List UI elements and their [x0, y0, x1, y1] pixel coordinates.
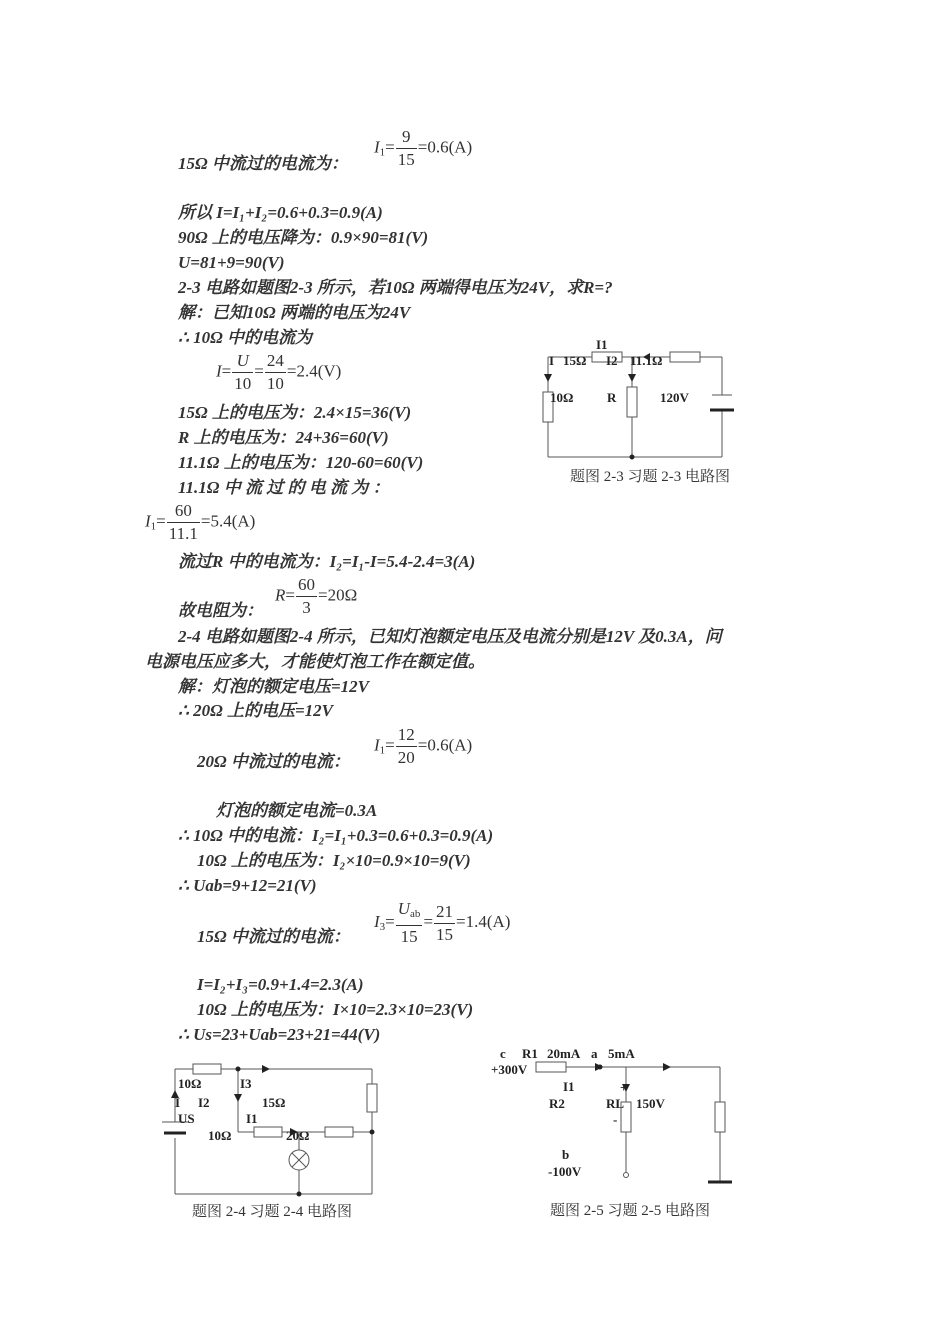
fig25-label-300v: +300V: [491, 1062, 528, 1077]
line-2: 所以 I=I₁+I₂=0.6+0.3=0.9(A): [178, 203, 383, 222]
fig24-label-20ohm: 20Ω: [286, 1128, 310, 1143]
line-19: 灯泡的额定电流=0.3A: [216, 801, 378, 820]
line-1: 15Ω 中流过的电流为：: [178, 154, 348, 173]
line-4: U=81+9=90(V): [178, 253, 285, 272]
line-15: 电源电压应多大，才能使灯泡工作在额定值。: [145, 652, 485, 671]
figure-2-4-caption: 题图 2-4 习题 2-4 电路图: [192, 1204, 352, 1220]
equation-i-10ohm: I= $\frac{U}{10}$ = $\frac{24}{10}$ =2.4(V): [216, 351, 342, 393]
fig24-label-i2: I2: [198, 1095, 210, 1110]
fig24-label-us: US: [178, 1111, 195, 1126]
line-26: ∴ Us=23+Uab=23+21=44(V): [178, 1025, 381, 1044]
line-25: 10Ω 上的电压为：I×10=2.3×10=23(V): [197, 1000, 474, 1019]
line-20: ∴ 10Ω 中的电流：I₂=I₁+0.3=0.6+0.3=0.9(A): [178, 826, 494, 845]
fig25-label-r2: R2: [549, 1096, 565, 1111]
problem-2-4-title: 2-4 电路如题图2-4 所示，已知灯泡额定电压及电流分别是12V 及0.3A，问: [178, 627, 722, 646]
fig23-label-15ohm: 15Ω: [563, 353, 587, 368]
fig25-label-150v: 150V: [636, 1096, 665, 1111]
fig25-label-100v: -100V: [548, 1164, 582, 1179]
equation-i3-15ohm: $I_3=$ $\frac{U_{ab}}{15}$ = $\frac{21}{15}$ =1.4(A): [374, 899, 511, 946]
figure-2-3-caption: 题图 2-3 习题 2-3 电路图: [570, 469, 730, 485]
fig25-label-i1: I1: [563, 1079, 575, 1094]
fig23-label-i1: I1: [596, 337, 608, 352]
equation-i1-20ohm: $I_1=$ $\frac{12}{20}$ =0.6(A): [374, 725, 473, 767]
fig23-label-r: R: [607, 390, 617, 405]
fig24-label-i3: I3: [240, 1076, 252, 1091]
fig25-label-minus: -: [613, 1112, 618, 1127]
fig25-label-a: a: [591, 1046, 598, 1061]
line-11: 11.1Ω 中 流 过 的 电 流 为 ：: [178, 478, 390, 497]
line-8: 15Ω 上的电压为：2.4×15=36(V): [178, 403, 412, 422]
fig24-label-10ohm-b: 10Ω: [208, 1128, 232, 1143]
figure-2-5-caption: 题图 2-5 习题 2-5 电路图: [550, 1203, 710, 1219]
fig24-label-15ohm: 15Ω: [262, 1095, 286, 1110]
fig25-label-b: b: [562, 1147, 570, 1162]
fig23-label-i2: I2: [606, 353, 618, 368]
line-3: 90Ω 上的电压降为：0.9×90=81(V): [178, 228, 429, 247]
line-24: I=I₂+I₃=0.9+1.4=2.3(A): [197, 975, 364, 994]
line-9: R 上的电压为：24+36=60(V): [178, 428, 389, 447]
fig23-label-120v: 120V: [660, 390, 689, 405]
line-22: ∴ Uab=9+12=21(V): [178, 876, 317, 895]
fig24-label-10ohm-a: 10Ω: [178, 1076, 202, 1091]
fig23-label-10ohm: 10Ω: [550, 390, 574, 405]
line-16: 解：灯泡的额定电压=12V: [178, 677, 370, 696]
equation-r: R= $\frac{60}{3}$ =20Ω: [275, 575, 358, 617]
equation-i1-111ohm: $I_1=$ $\frac{60}{11.1}$ =5.4(A): [145, 501, 256, 543]
line-17: ∴ 20Ω 上的电压=12V: [178, 701, 334, 720]
line-13: 故电阻为：: [178, 601, 263, 620]
equation-i1-15ohm: $I_1=$ $\frac{9}{15}$ =0.6(A): [374, 127, 473, 169]
fig25-label-5ma: 5mA: [608, 1046, 635, 1061]
fig23-label-111ohm: 11.1Ω: [630, 353, 663, 368]
line-21: 10Ω 上的电压为：I₂×10=0.9×10=9(V): [197, 851, 471, 870]
line-12: 流过R 中的电流为：I₂=I₁-I=5.4-2.4=3(A): [178, 552, 476, 571]
fig25-label-20ma: 20mA: [547, 1046, 581, 1061]
fig23-label-i: I: [549, 353, 555, 368]
line-10: 11.1Ω 上的电压为：120-60=60(V): [178, 453, 424, 472]
fig24-label-i1: I1: [246, 1111, 258, 1126]
fig25-label-plus: +: [620, 1080, 628, 1095]
fig25-label-r1: R1: [522, 1046, 538, 1061]
line-6: 解：已知10Ω 两端的电压为24V: [178, 303, 411, 322]
line-23: 15Ω 中流过的电流：: [197, 927, 350, 946]
figure-2-4-circuit: [175, 1064, 377, 1194]
line-7: ∴ 10Ω 中的电流为: [178, 328, 312, 347]
line-18: 20Ω 中流过的电流：: [197, 752, 350, 771]
fig25-label-c: c: [500, 1046, 506, 1061]
fig25-label-rl: RL: [606, 1096, 625, 1111]
fig24-label-i: I: [175, 1095, 181, 1110]
problem-2-3-title: 2-3 电路如题图2-3 所示，若10Ω 两端得电压为24V，求R=?: [178, 278, 613, 297]
